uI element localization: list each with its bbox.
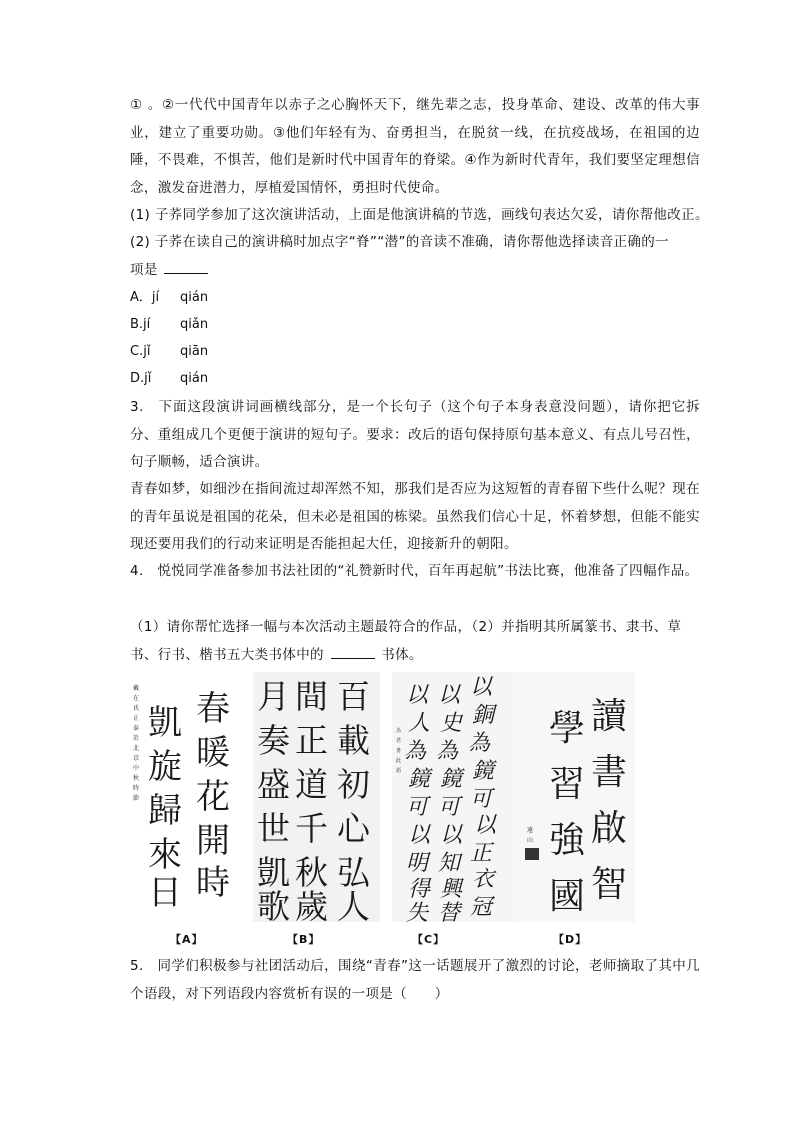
svg-text:心: 心 — [337, 809, 370, 848]
option-b-label: B.jí — [130, 317, 151, 332]
svg-text:日: 日 — [148, 873, 182, 913]
svg-text:於: 於 — [133, 735, 140, 742]
svg-text:銅: 銅 — [472, 703, 495, 728]
svg-text:開: 開 — [196, 821, 230, 861]
svg-text:節: 節 — [133, 795, 140, 802]
svg-text:北: 北 — [133, 745, 140, 752]
question-5: 5. 同学们积极参与社团活动后，围绕“青春”这一话题展开了激烈的讨论，老师摘取了其中几个语段，对下列语段内容赏析有误的一项是（ ） — [130, 958, 700, 1002]
answer-blank — [164, 259, 208, 274]
svg-text:替: 替 — [438, 901, 461, 922]
caption-c: 【C】 — [412, 933, 446, 946]
caption-d: 【D】 — [553, 933, 588, 946]
option-c-pinyin: qiān — [180, 344, 209, 359]
svg-text:弘: 弘 — [337, 853, 370, 892]
svg-text:習: 習 — [549, 764, 586, 805]
svg-text:京: 京 — [133, 755, 140, 762]
question-2-part-2-stem: 项是 — [130, 262, 158, 278]
svg-text:氏: 氏 — [133, 705, 140, 712]
svg-text:道: 道 — [295, 765, 328, 804]
option-d-pinyin: qián — [180, 371, 209, 386]
question-2-part-2-line-1: (2) 子荞在读自己的演讲稿时加点字“脊”“潜”的音读不准确，请你帮他选择读音正确的一 — [130, 234, 669, 250]
svg-text:秋: 秋 — [133, 775, 140, 782]
svg-text:載: 載 — [337, 721, 370, 760]
svg-text:此: 此 — [396, 758, 402, 764]
svg-text:可: 可 — [406, 795, 429, 820]
question-4-sub-tail: 书体。 — [381, 647, 423, 663]
option-d-label: D.jǐ — [130, 371, 152, 386]
svg-text:為: 為 — [436, 739, 459, 764]
svg-text:可: 可 — [438, 795, 461, 820]
option-c-label: C.jǐ — [130, 344, 151, 359]
question-4-sub-line-2 — [130, 644, 423, 665]
svg-text:衣: 衣 — [472, 867, 495, 892]
script-type-blank — [331, 644, 375, 659]
question-2-part-2-line-2 — [130, 259, 210, 280]
svg-text:凱: 凱 — [257, 853, 290, 892]
option-a-label: A．jí — [130, 290, 160, 305]
svg-text:泰: 泰 — [133, 725, 140, 732]
svg-text:人: 人 — [408, 711, 431, 736]
svg-text:歲: 歲 — [295, 887, 328, 922]
svg-text:知: 知 — [438, 851, 461, 876]
svg-text:以: 以 — [470, 675, 493, 700]
svg-text:世: 世 — [257, 809, 290, 848]
svg-text:書: 書 — [396, 748, 402, 754]
svg-text:為: 為 — [468, 731, 491, 756]
svg-text:盛: 盛 — [257, 765, 290, 804]
svg-text:在: 在 — [133, 695, 140, 702]
svg-text:春: 春 — [196, 689, 230, 729]
svg-text:花: 花 — [196, 777, 230, 817]
svg-text:可: 可 — [470, 787, 493, 812]
svg-text:遠: 遠 — [527, 827, 534, 834]
svg-text:語: 語 — [396, 768, 402, 774]
option-a — [130, 288, 209, 308]
option-b-pinyin: qiǎn — [180, 317, 209, 332]
calligraphy-c-image — [392, 672, 515, 922]
caption-a: 【A】 — [170, 933, 204, 946]
calligraphy-artwork-b — [253, 672, 380, 922]
svg-text:國: 國 — [549, 876, 586, 917]
question-3-passage: 青春如梦，如细沙在指间流过却浑然不知，那我们是否应为这短暂的青春留下些什么呢？现在的青年虽说是祖国的花朵，但未必是祖国的栋梁。虽然我们信心十足，怀着梦想，但能不能实现还要用我们的行动来证明是否能担起大任，迎接新升的朝阳。 — [130, 481, 700, 552]
svg-text:時: 時 — [133, 785, 140, 792]
svg-text:興: 興 — [440, 877, 463, 902]
svg-text:強: 強 — [549, 820, 586, 861]
question-4: 4. 悦悦同学准备参加书法社团的“礼赞新时代，百年再起航”书法比赛，他准备了四幅作品。 — [130, 563, 699, 579]
svg-text:百: 百 — [337, 677, 370, 716]
svg-text:月: 月 — [257, 677, 290, 716]
svg-text:中: 中 — [133, 765, 140, 772]
svg-text:為: 為 — [404, 739, 427, 764]
svg-text:明: 明 — [406, 851, 429, 876]
question-3: 3. 下面这段演讲词画横线部分，是一个长句子（这个句子本身表意没问题），请你把它拆分、重组成几个更便于演讲的短句子。要求：改后的语句保持原句基本意义、有点儿号召性，句子顺畅，适合演讲。 — [130, 399, 700, 470]
caption-b: 【B】 — [287, 933, 321, 946]
option-b — [130, 315, 209, 335]
svg-text:旋: 旋 — [148, 747, 182, 787]
svg-text:史: 史 — [440, 711, 463, 736]
svg-text:智: 智 — [591, 864, 628, 905]
svg-text:初: 初 — [337, 765, 370, 804]
svg-text:戴: 戴 — [133, 685, 140, 692]
calligraphy-artwork-d — [513, 672, 635, 922]
svg-text:學: 學 — [549, 708, 586, 749]
svg-text:時: 時 — [196, 863, 230, 903]
question-4-sub-line-1: （1）请你帮忙选择一幅与本次活动主题最符合的作品，（2）并指明其所属篆书、隶书、草 — [130, 619, 682, 635]
svg-text:以: 以 — [474, 813, 497, 838]
svg-text:以: 以 — [440, 823, 463, 848]
svg-text:千: 千 — [295, 809, 328, 848]
svg-text:書: 書 — [591, 752, 628, 793]
option-d — [130, 369, 209, 389]
svg-text:來: 來 — [148, 835, 182, 875]
svg-text:山: 山 — [527, 837, 534, 844]
svg-text:以: 以 — [406, 683, 429, 708]
svg-text:啟: 啟 — [591, 808, 628, 849]
calligraphy-b-image — [253, 672, 380, 922]
svg-text:秋: 秋 — [295, 853, 328, 892]
svg-text:歸: 歸 — [148, 791, 182, 831]
svg-text:間: 間 — [295, 677, 328, 716]
calligraphy-d-image — [513, 672, 635, 922]
svg-text:暖: 暖 — [196, 733, 230, 773]
svg-text:為: 為 — [396, 728, 402, 734]
svg-text:鏡: 鏡 — [440, 767, 463, 792]
svg-text:正: 正 — [295, 721, 328, 760]
svg-text:得: 得 — [408, 877, 431, 902]
svg-text:冠: 冠 — [470, 895, 493, 920]
question-4-sub-stem: 书、行书、楷书五大类书体中的 — [130, 647, 324, 663]
svg-text:以: 以 — [438, 683, 461, 708]
calligraphy-artwork-a — [128, 672, 248, 922]
svg-text:以: 以 — [408, 823, 431, 848]
option-c — [130, 342, 209, 362]
svg-text:君: 君 — [396, 738, 402, 744]
calligraphy-artwork-c — [392, 672, 515, 922]
svg-text:正: 正 — [133, 715, 140, 722]
question-2-part-1: (1) 子荞同学参加了这次演讲活动，上面是他演讲稿的节选，画线句表达欠妥，请你帮他改正。 — [130, 207, 709, 223]
svg-text:鏡: 鏡 — [408, 767, 431, 792]
svg-text:讀: 讀 — [591, 696, 628, 737]
svg-text:凱: 凱 — [148, 703, 182, 743]
svg-text:人: 人 — [337, 887, 370, 922]
svg-text:正: 正 — [470, 841, 493, 866]
svg-text:鏡: 鏡 — [472, 759, 495, 784]
svg-text:歌: 歌 — [257, 887, 290, 922]
intro-paragraph: ① 。②一代代中国青年以赤子之心胸怀天下，继先辈之志，投身革命、建设、改革的伟大事业，建立了重要功勋。③他们年轻有为、奋勇担当，在脱贫一线，在抗疫战场，在祖国的边陲，不畏难，不惧苦，他们是新时代中国青年的脊梁。④作为新时代青年，我们要坚定理想信念，激发奋进潜力，厚植爱国情怀，勇担时代使命。 — [130, 97, 700, 196]
calligraphy-a-image — [128, 672, 248, 922]
svg-text:奏: 奏 — [257, 721, 290, 760]
option-a-pinyin: qián — [180, 290, 209, 305]
svg-text:失: 失 — [406, 901, 429, 922]
